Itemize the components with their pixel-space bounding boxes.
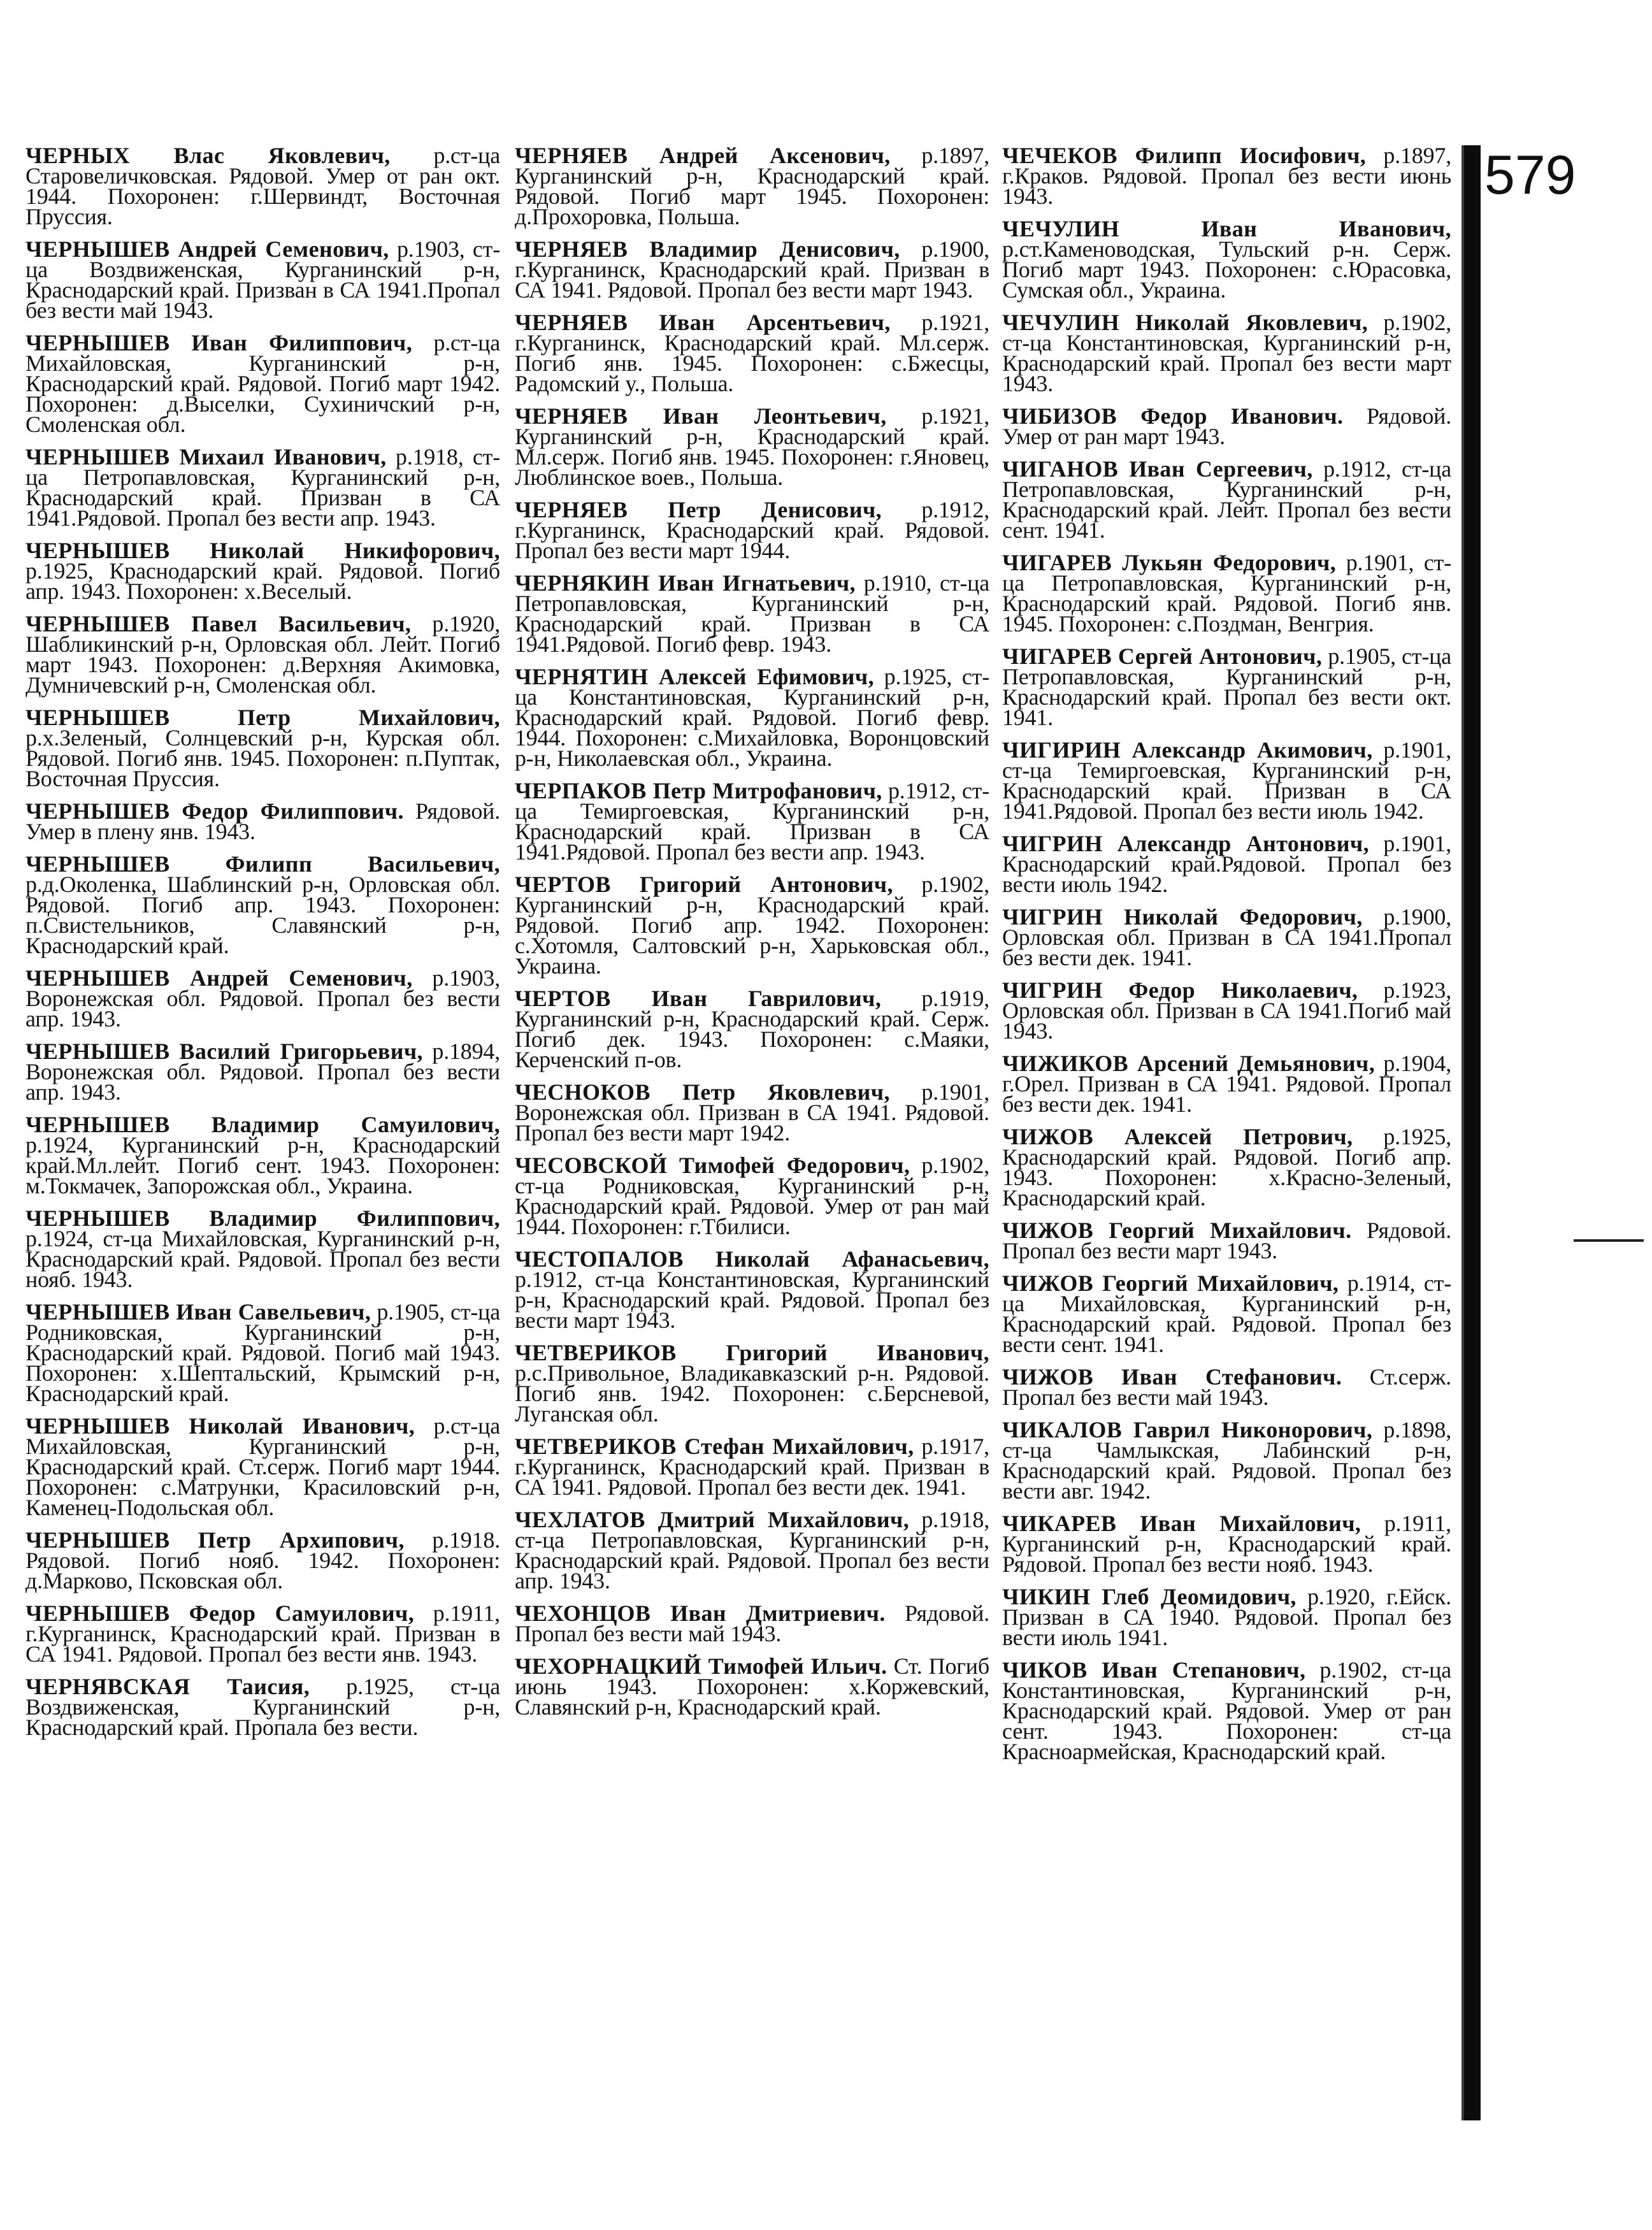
record-entry: [1002, 1586, 1451, 1648]
record-name: ЧЕХОНЦОВ Иван Дмитриевич.: [515, 1601, 886, 1626]
record-name: ЧЕСОВСКОЙ Тимофей Федорович,: [515, 1153, 910, 1178]
record-entry: [25, 236, 500, 323]
record-details: р.1912, ст-ца Петропавловская, Курганинский р-н, Краснодарский край. Лейт. Пропал без вести сент. 1941.: [1002, 456, 1451, 543]
record-name: ЧЕРТОВ Григорий Антонович,: [515, 872, 893, 897]
record-details: р.1894, Воронежская обл. Рядовой. Пропал без вести апр. 1943.: [25, 1039, 500, 1105]
column-1: [25, 145, 500, 1750]
record-details: р.1911, г.Курганинск, Краснодарский край. Призван в СА 1941. Рядовой. Пропал без вести янв. 1943.: [25, 1601, 500, 1667]
record-name: ЧИГРИН Александр Антонович,: [1002, 831, 1369, 856]
record-entry: [515, 1509, 989, 1591]
record-details: Ст.серж. Пропал без вести май 1943.: [1002, 1364, 1451, 1410]
record-details: р.1918, ст-ца Петропавловская, Курганинский р-н, Краснодарский край. Призван в СА 1941.Рядовой. Пропал без вести апр. 1943.: [25, 444, 500, 531]
record-entry: [515, 1434, 989, 1500]
record-name: ЧЕРНЯЕВ Иван Леонтьевич,: [515, 403, 887, 429]
record-name: ЧЕРНЫШЕВ Петр Михайлович,: [25, 705, 500, 730]
record-entry: [25, 538, 500, 604]
record-name: ЧЕРНЫШЕВ Андрей Семенович,: [25, 236, 389, 262]
record-entry: [25, 1299, 500, 1406]
record-name: ЧЕРНЫШЕВ Владимир Самуилович,: [25, 1112, 500, 1137]
record-details: р.1910, ст-ца Петропавловская, Курганинский р-н, Краснодарский край. Призван в СА 1941.Рядовой. Погиб февр. 1943.: [515, 570, 989, 657]
page-edge-bar: [1464, 145, 1481, 2120]
record-name: ЧЕРНЫШЕВ Андрей Семенович,: [25, 965, 413, 991]
record-name: ЧЕСНОКОВ Петр Яковлевич,: [515, 1079, 890, 1105]
record-name: ЧЕРНЫШЕВ Василий Григорьевич,: [25, 1039, 423, 1064]
record-entry: [25, 798, 500, 844]
record-details: р.1921, Курганинский р-н, Краснодарский край. Мл.серж. Погиб янв. 1945. Похоронен: г.Яновец, Люблинское воев., Польша.: [515, 403, 989, 490]
record-details: р.1925, Краснодарский край. Рядовой. Погиб апр. 1943. Похоронен: х.Красно-Зеленый, Краснодарский край.: [1002, 1124, 1451, 1211]
record-details: р.1912, ст-ца Константиновская, Курганинский р-н, Краснодарский край. Рядовой. Пропал без вести март 1943.: [515, 1267, 989, 1333]
record-entry: [25, 1205, 500, 1292]
record-details: р.1905, ст-ца Родниковская, Курганинский р-н, Краснодарский край. Рядовой. Погиб май 1943. Похоронен: х.Шептальский, Крымский р-н, Краснодарский край.: [25, 1299, 500, 1406]
record-name: ЧЕРНЫХ Влас Яковлевич,: [25, 143, 391, 168]
record-entry: [1002, 1511, 1451, 1577]
record-details: р.1925, ст-ца Воздвиженская, Курганинский р-н, Краснодарский край. Пропала без вести.: [25, 1674, 500, 1740]
record-name: ЧЕРНЯЕВ Иван Арсентьевич,: [515, 310, 891, 335]
record-entry: [1002, 977, 1451, 1044]
record-name: ЧЕРНЫШЕВ Николай Никифорович,: [25, 538, 500, 563]
record-entry: [25, 965, 500, 1032]
record-entry: [1002, 1220, 1451, 1261]
record-name: ЧЕРТОВ Иван Гаврилович,: [515, 986, 882, 1011]
record-name: ЧИЖОВ Георгий Михайлович.: [1002, 1218, 1352, 1243]
record-entry: [1002, 1417, 1452, 1504]
record-details: р.1897, Курганинский р-н, Краснодарский край. Рядовой. Погиб март 1945. Похоронен: д.Прохоровка, Польша.: [515, 143, 989, 229]
column-3: [1002, 145, 1451, 1774]
record-details: р.1925, ст-ца Константиновская, Курганинский р-н, Краснодарский край. Рядовой. Погиб февр. 1944. Похоронен: с.Михайловка, Воронцовский р-н, Николаевская обл., Украина.: [515, 664, 989, 771]
record-name: ЧЕРНЫШЕВ Филипп Васильевич,: [25, 851, 500, 877]
record-entry: [25, 851, 500, 958]
record-name: ЧЕТВЕРИКОВ Григорий Иванович,: [515, 1340, 989, 1365]
record-details: р.1901, Краснодарский край.Рядовой. Пропал без вести июль 1942.: [1002, 831, 1451, 897]
record-details: р.1920, Шабликинский р-н, Орловская обл. Лейт. Погиб март 1943. Похоронен: д.Верхняя Акимовка, Думничевский р-н, Смоленская обл.: [25, 611, 500, 698]
record-details: Рядовой. Умер от ран март 1943.: [1002, 403, 1452, 449]
column-2: [515, 145, 989, 1729]
record-name: ЧЕРНЫШЕВ Владимир Филиппович,: [25, 1205, 500, 1231]
record-name: ЧЕТВЕРИКОВ Стефан Михайлович,: [515, 1434, 914, 1459]
record-name: ЧЕРНЫШЕВ Николай Иванович,: [25, 1413, 415, 1439]
record-details: р.1901, ст-ца Темиргоевская, Курганинский р-н, Краснодарский край. Призван в СА 1941.Рядовой. Пропал без вести июль 1942.: [1002, 737, 1452, 824]
record-details: р.1902, ст-ца Константиновская, Курганинский р-н, Краснодарский край. Пропал без вести март 1943.: [1002, 310, 1451, 396]
record-name: ЧИЖОВ Иван Стефанович.: [1002, 1364, 1342, 1390]
record-entry: [25, 444, 500, 531]
record-entry: [515, 664, 989, 771]
record-name: ЧИГРИН Николай Федорович,: [1002, 904, 1363, 930]
record-entry: [1002, 216, 1451, 303]
record-details: р.ст-ца Старовеличковская. Рядовой. Умер от ран окт. 1944. Похоронен: г.Шервиндт, Восточная Пруссия.: [25, 143, 500, 229]
record-entry: [1002, 403, 1452, 449]
record-name: ЧЕРНЯЕВ Андрей Аксенович,: [515, 143, 891, 168]
record-name: ЧЕРНЯЕВ Петр Денисович,: [515, 497, 882, 522]
record-details: р.1900, г.Курганинск, Краснодарский край. Призван в СА 1941. Рядовой. Пропал без вести март 1943.: [515, 236, 989, 303]
record-details: р.1898, ст-ца Чамлыкская, Лабинский р-н, Краснодарский край. Рядовой. Пропал без вести авг. 1942.: [1002, 1417, 1452, 1504]
record-name: ЧЕРНЫШЕВ Михаил Иванович,: [25, 444, 387, 470]
record-details: р.х.Зеленый, Солнцевский р-н, Курская обл. Рядовой. Погиб янв. 1945. Похоронен: п.Пуптак, Восточная Пруссия.: [25, 725, 500, 791]
record-entry: [515, 236, 989, 303]
record-entry: [1002, 143, 1452, 209]
record-details: р.1902, ст-ца Константиновская, Курганинский р-н, Краснодарский край. Рядовой. Умер от ран сент. 1943. Похоронен: ст-ца Красноармейская, Краснодарский край.: [1002, 1657, 1451, 1764]
record-entry: [1002, 1657, 1451, 1764]
record-details: р.1917, г.Курганинск, Краснодарский край. Призван в СА 1941. Рядовой. Пропал без вести дек. 1941.: [515, 1434, 989, 1500]
record-entry: [25, 1527, 500, 1593]
record-name: ЧЕЧУЛИН Николай Яковлевич,: [1002, 310, 1368, 335]
record-entry: [25, 1413, 501, 1520]
record-name: ЧИГИРИН Александр Акимович,: [1002, 737, 1373, 763]
record-name: ЧИГРИН Федор Николаевич,: [1002, 977, 1358, 1003]
record-entry: [1002, 456, 1451, 543]
record-entry: [515, 312, 989, 394]
record-details: р.1902, Курганинский р-н, Краснодарский край. Рядовой. Погиб апр. 1942. Похоронен: с.Хотомля, Салтовский р-н, Харьковская обл., Украина.: [515, 872, 990, 979]
record-entry: [1002, 1364, 1451, 1410]
record-details: Рядовой. Пропал без вести май 1943.: [515, 1601, 990, 1646]
record-name: ЧЕРНЯТИН Алексей Ефимович,: [515, 664, 874, 689]
record-details: р.1914, ст-ца Михайловская, Курганинский р-н, Краснодарский край. Рядовой. Пропал без вести сент. 1941.: [1002, 1270, 1451, 1357]
record-entry: [515, 872, 990, 979]
record-entry: [25, 611, 500, 698]
record-name: ЧИГАРЕВ Сергей Антонович,: [1002, 644, 1323, 669]
record-entry: [515, 988, 989, 1070]
record-entry: [1002, 312, 1451, 394]
record-entry: [515, 570, 989, 657]
record-entry: [25, 1601, 500, 1667]
record-name: ЧИГАРЕВ Лукьян Федорович,: [1002, 550, 1337, 575]
record-name: ЧЕРНЫШЕВ Петр Архипович,: [25, 1527, 405, 1553]
record-details: р.1924, ст-ца Михайловская, Курганинский р-н, Краснодарский край. Рядовой. Пропал без вести нояб. 1943.: [25, 1226, 500, 1292]
record-details: р.1920, г.Ейск. Призван в СА 1940. Рядовой. Пропал без вести июль 1941.: [1002, 1584, 1451, 1650]
record-name: ЧИЖОВ Георгий Михайлович,: [1002, 1270, 1339, 1296]
record-entry: [1002, 1270, 1451, 1357]
record-details: р.1925, Краснодарский край. Рядовой. Погиб апр. 1943. Похоронен: х.Веселый.: [25, 558, 500, 604]
record-name: ЧЕРНЫШЕВ Федор Филиппович.: [25, 798, 404, 824]
record-details: р.1897, г.Краков. Рядовой. Пропал без вести июнь 1943.: [1002, 143, 1452, 209]
record-entry: [515, 1340, 989, 1427]
record-entry: [1002, 1124, 1451, 1211]
record-entry: [515, 403, 989, 490]
record-name: ЧЕХОРНАЦКИЙ Тимофей Ильич.: [515, 1653, 887, 1679]
record-name: ЧЕРНЫШЕВ Иван Филиппович,: [25, 330, 413, 356]
record-entry: [1002, 904, 1451, 970]
record-details: р.1902, ст-ца Родниковская, Курганинский р-н, Краснодарский край. Рядовой. Умер от ран май 1944. Похоронен: г.Тбилиси.: [515, 1153, 989, 1239]
record-name: ЧЕХЛАТОВ Дмитрий Михайлович,: [515, 1507, 910, 1532]
record-entry: [1002, 737, 1452, 824]
record-details: р.1918, ст-ца Петропавловская, Курганинский р-н, Краснодарский край. Рядовой. Пропал без вести апр. 1943.: [515, 1507, 989, 1593]
record-name: ЧИКОВ Иван Степанович,: [1002, 1657, 1306, 1683]
record-entry: [25, 145, 500, 227]
record-name: ЧЕРНЫШЕВ Федор Самуилович,: [25, 1601, 415, 1626]
record-details: р.1903, Воронежская обл. Рядовой. Пропал без вести апр. 1943.: [25, 965, 500, 1032]
record-name: ЧЕСТОПАЛОВ Николай Афанасьевич,: [515, 1246, 989, 1272]
record-details: р.1901, Воронежская обл. Призван в СА 1941. Рядовой. Пропал без вести март 1942.: [515, 1079, 989, 1146]
record-details: р.1924, Курганинский р-н, Краснодарский край.Мл.лейт. Погиб сент. 1943. Похоронен: м.Токмачек, Запорожская обл., Украина.: [25, 1132, 500, 1198]
record-entry: [515, 145, 989, 227]
record-name: ЧИКИН Глеб Деомидович,: [1002, 1584, 1296, 1609]
record-entry: [25, 1039, 500, 1105]
record-details: р.1911, Курганинский р-н, Краснодарский край. Рядовой. Пропал без вести нояб. 1943.: [1002, 1511, 1451, 1577]
record-details: Рядовой. Пропал без вести март 1943.: [1002, 1218, 1451, 1263]
record-details: р.1901, ст-ца Петропавловская, Курганинский р-н, Краснодарский край. Рядовой. Погиб янв. 1945. Похоронен: с.Поздман, Венгрия.: [1002, 550, 1451, 637]
record-name: ЧИКАРЕВ Иван Михайлович,: [1002, 1511, 1361, 1536]
record-details: р.1912, ст-ца Темиргоевская, Курганинский р-н, Краснодарский край. Призван в СА 1941.Рядовой. Пропал без вести апр. 1943.: [515, 778, 989, 865]
record-details: Ст. Погиб июнь 1943. Похоронен: х.Коржевский, Славянский р-н, Краснодарский край.: [515, 1653, 989, 1720]
record-name: ЧИБИЗОВ Федор Иванович.: [1002, 403, 1344, 429]
record-entry: [25, 330, 500, 437]
record-name: ЧИГАНОВ Иван Сергеевич,: [1002, 456, 1313, 482]
record-name: ЧИЖИКОВ Арсений Демьянович,: [1002, 1051, 1375, 1076]
record-name: ЧЕРНЫШЕВ Иван Савельевич,: [25, 1299, 371, 1325]
record-details: р.1912, г.Курганинск, Краснодарский край. Рядовой. Пропал без вести март 1944.: [515, 497, 989, 563]
record-name: ЧИЖОВ Алексей Петрович,: [1002, 1124, 1353, 1149]
record-details: р.1918. Рядовой. Погиб нояб. 1942. Похоронен: д.Марково, Псковская обл.: [25, 1527, 500, 1593]
record-details: Рядовой. Умер в плену янв. 1943.: [25, 798, 500, 844]
record-details: р.1905, ст-ца Петропавловская, Курганинский р-н, Краснодарский край. Пропал без вести окт. 1941.: [1002, 644, 1451, 730]
record-name: ЧИКАЛОВ Гаврил Никонорович,: [1002, 1417, 1373, 1442]
record-entry: [515, 1653, 989, 1720]
record-entry: [1002, 833, 1451, 895]
record-details: р.ст-ца Михайловская, Курганинский р-н, Краснодарский край. Ст.серж. Погиб март 1944. Похоронен: с.Матрунки, Красиловский р-н, Каменец-Подольская обл.: [25, 1413, 501, 1520]
record-name: ЧЕРНЯВСКАЯ Таисия,: [25, 1674, 310, 1699]
record-details: р.1923, Орловская обл. Призван в СА 1941.Погиб май 1943.: [1002, 977, 1451, 1044]
record-name: ЧЕРНЫШЕВ Павел Васильевич,: [25, 611, 412, 637]
record-details: р.1921, г.Курганинск, Краснодарский край. Мл.серж. Погиб янв. 1945. Похоронен: с.Бжесцы, Радомский у., Польша.: [515, 310, 989, 396]
record-details: р.1900, Орловская обл. Призван в СА 1941.Пропал без вести дек. 1941.: [1002, 904, 1451, 970]
record-entry: [25, 1674, 500, 1740]
record-details: р.ст.Каменоводская, Тульский р-н. Серж. Погиб март 1943. Похоронен: с.Юрасовка, Сумская обл., Украина.: [1002, 236, 1451, 303]
record-details: р.д.Околенка, Шаблинский р-н, Орловская обл. Рядовой. Погиб апр. 1943. Похоронен: п.Свистельников, Славянский р-н, Краснодарский край.: [25, 872, 500, 958]
record-details: р.с.Привольное, Владикавказский р-н. Рядовой. Погиб янв. 1942. Похоронен: с.Берсневой, Луганская обл.: [515, 1360, 989, 1427]
record-entry: [515, 1603, 989, 1644]
record-entry: [1002, 646, 1451, 728]
page-number: 579: [1484, 145, 1576, 206]
record-entry: [515, 778, 989, 865]
margin-dash: [1574, 1239, 1644, 1242]
record-name: ЧЕЧЕКОВ Филипп Иосифович,: [1002, 143, 1367, 168]
record-entry: [515, 1155, 989, 1237]
record-details: р.1904, г.Орел. Призван в СА 1941. Рядовой. Пропал без вести дек. 1941.: [1002, 1051, 1451, 1117]
record-entry: [515, 1079, 989, 1146]
record-details: р.ст-ца Михайловская, Курганинский р-н, Краснодарский край. Рядовой. Погиб март 1942. Похоронен: д.Выселки, Сухиничский р-н, Смоленская обл.: [25, 330, 500, 437]
record-name: ЧЕЧУЛИН Иван Иванович,: [1002, 216, 1451, 241]
record-entry: [25, 1114, 500, 1196]
record-name: ЧЕРНЯКИН Иван Игнатьевич,: [515, 570, 856, 596]
record-entry: [515, 1246, 989, 1333]
record-details: р.1903, ст-ца Воздвиженская, Курганинский р-н, Краснодарский край. Призван в СА 1941.Пропал без вести май 1943.: [25, 236, 500, 323]
record-name: ЧЕРПАКОВ Петр Митрофанович,: [515, 778, 882, 803]
record-entry: [515, 497, 989, 563]
record-entry: [1002, 1051, 1451, 1117]
record-details: р.1919, Курганинский р-н, Краснодарский край. Серж. Погиб дек. 1943. Похоронен: с.Маяки, Керченский п-ов.: [515, 986, 990, 1072]
record-entry: [25, 707, 500, 789]
record-entry: [1002, 550, 1451, 637]
record-name: ЧЕРНЯЕВ Владимир Денисович,: [515, 236, 900, 262]
